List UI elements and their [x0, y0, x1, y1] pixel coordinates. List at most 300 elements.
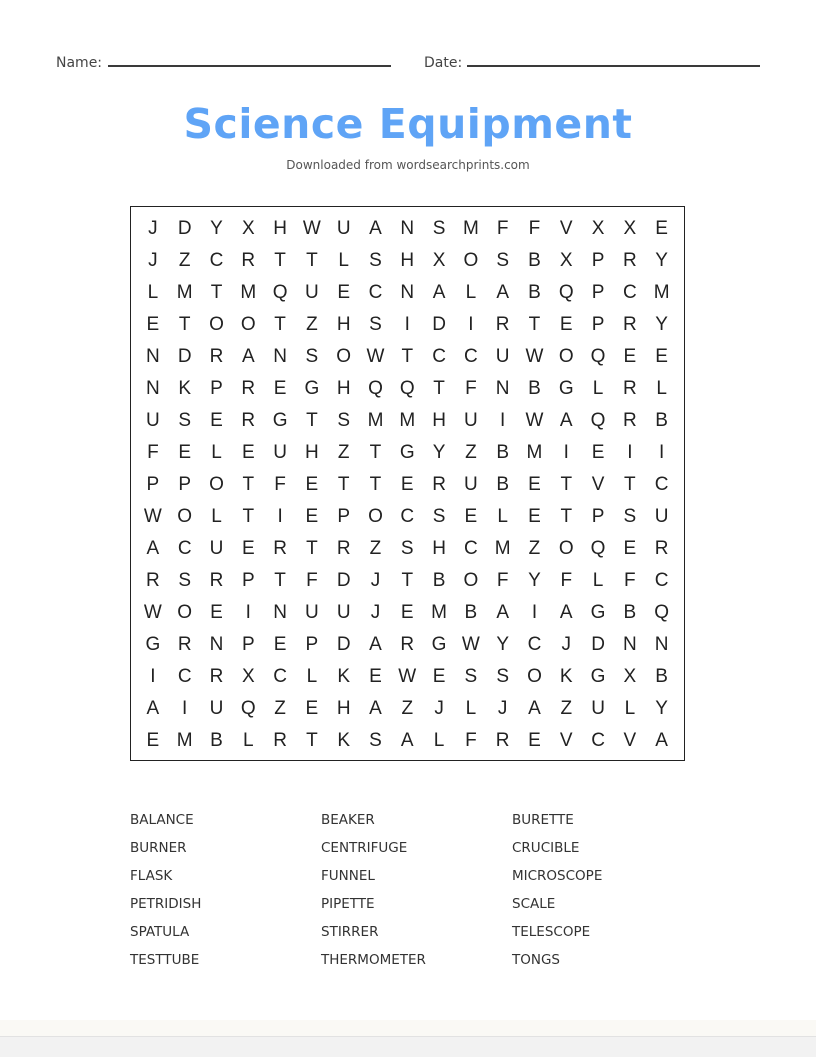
- word-list-item: FUNNEL: [321, 868, 375, 884]
- word-list: [130, 809, 690, 977]
- grid-cell[interactable]: M: [176, 282, 193, 303]
- grid-cell[interactable]: E: [400, 474, 414, 495]
- grid-cell[interactable]: C: [527, 634, 542, 655]
- grid-cell[interactable]: I: [182, 698, 188, 719]
- grid-cell[interactable]: B: [210, 730, 223, 751]
- grid-cell[interactable]: M: [462, 218, 479, 239]
- grid-cell[interactable]: R: [622, 378, 637, 399]
- grid-cell[interactable]: R: [209, 666, 224, 687]
- grid-cell[interactable]: S: [369, 314, 382, 335]
- grid-cell[interactable]: E: [528, 730, 541, 751]
- grid-cell[interactable]: E: [559, 314, 573, 335]
- grid-cell[interactable]: B: [528, 282, 541, 303]
- grid-cell[interactable]: E: [432, 666, 446, 687]
- grid-cell[interactable]: I: [563, 442, 569, 463]
- grid-cell[interactable]: I: [404, 314, 410, 335]
- grid-cell[interactable]: B: [623, 602, 637, 623]
- grid-cell[interactable]: N: [400, 282, 415, 303]
- grid-cell[interactable]: P: [591, 314, 605, 335]
- grid-cell[interactable]: R: [241, 378, 256, 399]
- grid-cell[interactable]: E: [178, 442, 192, 463]
- grid-cell[interactable]: O: [177, 506, 193, 527]
- grid-cell[interactable]: S: [337, 410, 351, 431]
- grid-cell[interactable]: I: [468, 314, 474, 335]
- grid-cell[interactable]: T: [306, 410, 318, 431]
- grid-cell[interactable]: G: [145, 634, 161, 655]
- grid-cell[interactable]: Z: [274, 698, 286, 719]
- grid-cell[interactable]: S: [369, 730, 382, 751]
- grid-cell[interactable]: T: [274, 250, 286, 271]
- grid-cell[interactable]: L: [497, 506, 508, 527]
- grid-cell[interactable]: N: [273, 346, 287, 367]
- grid-cell[interactable]: O: [336, 346, 352, 367]
- grid-cell[interactable]: U: [209, 538, 224, 559]
- grid-cell[interactable]: R: [622, 250, 637, 271]
- grid-cell[interactable]: A: [146, 538, 160, 559]
- grid-cell[interactable]: Q: [590, 346, 606, 367]
- grid-cell[interactable]: Q: [272, 282, 288, 303]
- grid-cell[interactable]: W: [525, 410, 544, 431]
- footer-bar: [0, 1036, 816, 1057]
- grid-cell[interactable]: M: [653, 282, 670, 303]
- grid-cell[interactable]: W: [525, 346, 544, 367]
- grid-cell[interactable]: Z: [560, 698, 573, 719]
- grid-cell[interactable]: E: [655, 346, 668, 367]
- grid-cell[interactable]: H: [432, 538, 446, 559]
- grid-cell[interactable]: B: [464, 602, 478, 623]
- grid-cell[interactable]: F: [496, 218, 509, 239]
- word-list-item: MICROSCOPE: [512, 868, 603, 884]
- grid-cell[interactable]: E: [241, 538, 255, 559]
- grid-cell[interactable]: A: [369, 634, 382, 655]
- grid-cell[interactable]: T: [178, 314, 191, 335]
- grid-cell[interactable]: C: [400, 506, 415, 527]
- grid-cell[interactable]: Y: [655, 250, 668, 271]
- grid-cell[interactable]: D: [177, 218, 192, 239]
- grid-cell[interactable]: U: [273, 442, 287, 463]
- grid-cell[interactable]: M: [526, 442, 543, 463]
- grid-cell[interactable]: H: [273, 218, 287, 239]
- grid-cell[interactable]: E: [146, 730, 160, 751]
- grid-cell[interactable]: J: [370, 570, 381, 591]
- grid-cell[interactable]: K: [178, 378, 192, 399]
- grid-cell[interactable]: D: [336, 570, 351, 591]
- grid-cell[interactable]: O: [463, 570, 479, 591]
- grid-cell[interactable]: E: [210, 410, 223, 431]
- grid-cell[interactable]: R: [209, 346, 224, 367]
- grid-cell[interactable]: G: [304, 378, 320, 399]
- grid-cell[interactable]: A: [496, 602, 509, 623]
- grid-cell[interactable]: T: [306, 538, 318, 559]
- grid-cell[interactable]: P: [241, 570, 255, 591]
- grid-cell[interactable]: O: [209, 474, 224, 495]
- grid-cell[interactable]: E: [528, 506, 541, 527]
- grid-cell[interactable]: V: [559, 218, 573, 239]
- grid-cell[interactable]: H: [432, 410, 446, 431]
- grid-cell[interactable]: J: [561, 634, 571, 655]
- grid-cell[interactable]: P: [591, 282, 605, 303]
- grid-cell[interactable]: I: [245, 602, 251, 623]
- grid-cell[interactable]: C: [432, 346, 446, 367]
- grid-cell[interactable]: S: [496, 666, 509, 687]
- grid-cell[interactable]: P: [146, 474, 160, 495]
- grid-cell[interactable]: J: [370, 602, 381, 623]
- grid-cell[interactable]: I: [500, 410, 506, 431]
- grid-cell[interactable]: V: [623, 730, 637, 751]
- grid-cell[interactable]: R: [241, 250, 256, 271]
- grid-cell[interactable]: P: [305, 634, 319, 655]
- grid-cell[interactable]: I: [627, 442, 633, 463]
- grid-cell[interactable]: I: [531, 602, 538, 623]
- grid-cell[interactable]: U: [146, 410, 160, 431]
- word-list-item: CRUCIBLE: [512, 840, 580, 856]
- grid-cell[interactable]: F: [560, 570, 573, 591]
- grid-cell[interactable]: S: [464, 666, 478, 687]
- grid-cell[interactable]: Y: [528, 570, 541, 591]
- grid-cell[interactable]: P: [241, 634, 255, 655]
- grid-cell[interactable]: Q: [654, 602, 670, 623]
- grid-cell[interactable]: Z: [178, 250, 191, 271]
- grid-cell[interactable]: L: [306, 666, 318, 687]
- grid-cell[interactable]: S: [432, 506, 446, 527]
- grid-cell[interactable]: J: [497, 698, 508, 719]
- grid-cell[interactable]: F: [274, 474, 286, 495]
- grid-cell[interactable]: X: [241, 666, 255, 687]
- grid-cell[interactable]: E: [305, 698, 319, 719]
- grid-cell[interactable]: S: [178, 570, 192, 591]
- grid-cell[interactable]: C: [654, 474, 669, 495]
- word-list-item: BEAKER: [321, 812, 375, 828]
- grid-cell[interactable]: T: [337, 474, 350, 495]
- grid-cell[interactable]: E: [464, 506, 478, 527]
- grid-cell[interactable]: L: [624, 698, 636, 719]
- grid-cell[interactable]: M: [431, 602, 447, 623]
- grid-cell[interactable]: U: [209, 698, 224, 719]
- grid-cell[interactable]: H: [336, 378, 351, 399]
- grid-cell[interactable]: O: [527, 666, 542, 687]
- grid-cell[interactable]: E: [210, 602, 223, 623]
- grid-cell[interactable]: B: [655, 410, 668, 431]
- grid-cell[interactable]: C: [209, 250, 224, 271]
- grid-cell[interactable]: B: [655, 666, 668, 687]
- grid-cell[interactable]: F: [528, 218, 541, 239]
- grid-cell[interactable]: E: [273, 634, 287, 655]
- grid-cell[interactable]: B: [496, 442, 509, 463]
- grid-cell[interactable]: L: [147, 282, 159, 303]
- grid-cell[interactable]: A: [146, 698, 160, 719]
- grid-cell[interactable]: P: [210, 378, 223, 399]
- grid-cell[interactable]: Z: [306, 314, 318, 335]
- grid-cell[interactable]: E: [591, 442, 605, 463]
- grid-cell[interactable]: U: [305, 602, 319, 623]
- grid-cell[interactable]: U: [464, 474, 478, 495]
- grid-cell[interactable]: U: [336, 602, 351, 623]
- grid-cell[interactable]: Q: [399, 378, 415, 399]
- grid-cell[interactable]: R: [177, 634, 192, 655]
- grid-cell[interactable]: M: [240, 282, 257, 303]
- grid-cell[interactable]: L: [592, 570, 604, 591]
- grid-cell[interactable]: F: [496, 570, 509, 591]
- grid-cell[interactable]: R: [654, 538, 669, 559]
- grid-cell[interactable]: W: [143, 602, 162, 623]
- grid-cell[interactable]: T: [242, 506, 255, 527]
- grid-cell[interactable]: F: [465, 730, 477, 751]
- grid-cell[interactable]: H: [336, 314, 351, 335]
- grid-cell[interactable]: R: [495, 314, 510, 335]
- grid-cell[interactable]: G: [590, 602, 606, 623]
- grid-cell[interactable]: T: [560, 506, 573, 527]
- word-list-item: SCALE: [512, 896, 556, 912]
- grid-cell[interactable]: E: [337, 282, 351, 303]
- grid-cell[interactable]: S: [496, 250, 509, 271]
- grid-cell[interactable]: T: [274, 570, 286, 591]
- grid-cell[interactable]: A: [496, 282, 509, 303]
- grid-cell[interactable]: S: [305, 346, 319, 367]
- grid-cell[interactable]: S: [623, 506, 637, 527]
- grid-cell[interactable]: L: [656, 378, 667, 399]
- grid-cell[interactable]: T: [369, 442, 382, 463]
- grid-cell[interactable]: R: [273, 538, 287, 559]
- grid-cell[interactable]: M: [176, 730, 193, 751]
- grid-cell[interactable]: D: [177, 346, 192, 367]
- name-field-line[interactable]: [108, 65, 391, 67]
- grid-cell[interactable]: G: [590, 666, 606, 687]
- grid-cell[interactable]: A: [400, 730, 414, 751]
- grid-cell[interactable]: A: [369, 698, 382, 719]
- grid-cell[interactable]: T: [401, 346, 414, 367]
- grid-cell[interactable]: E: [305, 474, 319, 495]
- grid-cell[interactable]: R: [146, 570, 160, 591]
- grid-cell[interactable]: A: [528, 698, 541, 719]
- grid-cell[interactable]: D: [336, 634, 351, 655]
- grid-cell[interactable]: E: [369, 666, 382, 687]
- grid-cell[interactable]: E: [623, 538, 637, 559]
- grid-cell[interactable]: O: [209, 314, 224, 335]
- grid-cell[interactable]: C: [273, 666, 287, 687]
- grid-cell[interactable]: M: [494, 538, 511, 559]
- grid-cell[interactable]: P: [337, 506, 351, 527]
- grid-cell[interactable]: A: [559, 410, 573, 431]
- date-field-line[interactable]: [467, 65, 760, 67]
- grid-cell[interactable]: X: [623, 666, 637, 687]
- grid-cell[interactable]: I: [277, 506, 283, 527]
- grid-cell[interactable]: O: [368, 506, 383, 527]
- grid-cell[interactable]: K: [337, 730, 351, 751]
- grid-cell[interactable]: Z: [465, 442, 477, 463]
- grid-cell[interactable]: S: [178, 410, 192, 431]
- grid-cell[interactable]: Z: [401, 698, 414, 719]
- grid-cell[interactable]: T: [528, 314, 541, 335]
- grid-cell[interactable]: L: [338, 250, 349, 271]
- grid-cell[interactable]: U: [336, 218, 351, 239]
- grid-cell[interactable]: Q: [558, 282, 574, 303]
- grid-cell[interactable]: X: [591, 218, 605, 239]
- grid-cell[interactable]: T: [242, 474, 255, 495]
- grid-cell[interactable]: O: [240, 314, 256, 335]
- grid-cell[interactable]: P: [591, 250, 605, 271]
- grid-cell[interactable]: Z: [369, 538, 382, 559]
- grid-cell[interactable]: A: [241, 346, 255, 367]
- grid-cell[interactable]: E: [655, 218, 668, 239]
- grid-cell[interactable]: L: [433, 730, 445, 751]
- grid-cell[interactable]: O: [558, 538, 574, 559]
- grid-cell[interactable]: S: [369, 250, 382, 271]
- grid-cell[interactable]: V: [559, 730, 573, 751]
- grid-cell[interactable]: U: [495, 346, 510, 367]
- grid-cell[interactable]: D: [591, 634, 605, 655]
- grid-cell[interactable]: W: [302, 218, 321, 239]
- grid-cell[interactable]: W: [461, 634, 480, 655]
- grid-cell[interactable]: A: [559, 602, 573, 623]
- grid-cell[interactable]: T: [433, 378, 445, 399]
- grid-cell[interactable]: K: [559, 666, 573, 687]
- grid-cell[interactable]: R: [622, 410, 637, 431]
- grid-cell[interactable]: K: [337, 666, 351, 687]
- grid-cell[interactable]: L: [211, 442, 222, 463]
- grid-cell[interactable]: A: [432, 282, 446, 303]
- grid-cell[interactable]: C: [368, 282, 383, 303]
- grid-cell[interactable]: N: [495, 378, 510, 399]
- grid-cell[interactable]: Z: [528, 538, 541, 559]
- grid-cell[interactable]: C: [177, 538, 192, 559]
- grid-cell[interactable]: T: [624, 474, 636, 495]
- grid-cell[interactable]: B: [496, 474, 509, 495]
- grid-cell[interactable]: S: [400, 538, 414, 559]
- grid-cell[interactable]: Z: [337, 442, 350, 463]
- grid-cell[interactable]: U: [464, 410, 478, 431]
- grid-cell[interactable]: R: [273, 730, 287, 751]
- grid-cell[interactable]: R: [432, 474, 446, 495]
- grid-cell[interactable]: F: [147, 442, 159, 463]
- grid-cell[interactable]: B: [528, 250, 541, 271]
- grid-cell[interactable]: H: [305, 442, 319, 463]
- grid-cell[interactable]: L: [465, 282, 477, 303]
- grid-cell[interactable]: C: [177, 666, 192, 687]
- grid-cell[interactable]: N: [146, 378, 160, 399]
- grid-cell[interactable]: E: [241, 442, 255, 463]
- grid-cell[interactable]: I: [659, 442, 665, 463]
- grid-cell[interactable]: R: [495, 730, 510, 751]
- grid-cell[interactable]: Y: [432, 442, 446, 463]
- grid-cell[interactable]: T: [369, 474, 382, 495]
- grid-cell[interactable]: G: [272, 410, 288, 431]
- grid-cell[interactable]: Y: [210, 218, 223, 239]
- grid-cell[interactable]: X: [559, 250, 573, 271]
- grid-cell[interactable]: O: [463, 250, 479, 271]
- grid-cell[interactable]: N: [622, 634, 637, 655]
- grid-cell[interactable]: G: [558, 378, 574, 399]
- footer-strip: [0, 1020, 816, 1036]
- grid-cell[interactable]: E: [528, 474, 541, 495]
- grid-cell[interactable]: X: [432, 250, 446, 271]
- grid-cell[interactable]: O: [177, 602, 193, 623]
- grid-cell[interactable]: N: [654, 634, 669, 655]
- grid-cell[interactable]: X: [241, 218, 255, 239]
- grid-cell[interactable]: U: [654, 506, 669, 527]
- grid-cell[interactable]: Q: [240, 698, 256, 719]
- grid-cell[interactable]: T: [274, 314, 286, 335]
- grid-cell[interactable]: Q: [368, 378, 383, 399]
- grid-cell[interactable]: T: [306, 730, 318, 751]
- grid-cell[interactable]: N: [273, 602, 287, 623]
- grid-cell[interactable]: C: [591, 730, 605, 751]
- grid-cell[interactable]: H: [400, 250, 415, 271]
- grid-cell[interactable]: Y: [655, 314, 668, 335]
- grid-cell[interactable]: M: [367, 410, 384, 431]
- grid-cell[interactable]: G: [431, 634, 447, 655]
- grid-cell[interactable]: T: [210, 282, 223, 303]
- grid-cell[interactable]: E: [305, 506, 319, 527]
- grid-cell[interactable]: N: [209, 634, 224, 655]
- grid-cell[interactable]: M: [399, 410, 416, 431]
- grid-cell[interactable]: W: [398, 666, 417, 687]
- grid-cell[interactable]: Q: [590, 538, 606, 559]
- grid-cell[interactable]: T: [306, 250, 318, 271]
- grid-cell[interactable]: P: [178, 474, 192, 495]
- grid-cell[interactable]: R: [209, 570, 224, 591]
- grid-cell[interactable]: L: [243, 730, 254, 751]
- grid-cell[interactable]: A: [655, 730, 668, 751]
- grid-cell[interactable]: Y: [496, 634, 509, 655]
- grid-cell[interactable]: B: [432, 570, 446, 591]
- grid-cell[interactable]: U: [305, 282, 319, 303]
- grid-cell[interactable]: J: [434, 698, 444, 719]
- grid-cell[interactable]: E: [273, 378, 287, 399]
- grid-cell[interactable]: J: [148, 250, 158, 271]
- grid-cell[interactable]: L: [592, 378, 604, 399]
- grid-cell[interactable]: C: [654, 570, 669, 591]
- grid-cell[interactable]: N: [400, 218, 415, 239]
- grid-cell[interactable]: W: [366, 346, 385, 367]
- grid-cell[interactable]: E: [623, 346, 637, 367]
- grid-cell[interactable]: V: [591, 474, 605, 495]
- grid-cell[interactable]: A: [369, 218, 382, 239]
- grid-cell[interactable]: P: [591, 506, 605, 527]
- word-list-item: TONGS: [512, 952, 561, 968]
- grid-cell[interactable]: F: [465, 378, 477, 399]
- grid-cell[interactable]: C: [464, 346, 478, 367]
- grid-cell[interactable]: O: [558, 346, 574, 367]
- grid-cell[interactable]: R: [336, 538, 351, 559]
- grid-cell[interactable]: F: [624, 570, 636, 591]
- grid-cell[interactable]: I: [150, 666, 156, 687]
- grid-cell[interactable]: E: [400, 602, 414, 623]
- grid-cell[interactable]: R: [400, 634, 415, 655]
- grid-cell[interactable]: H: [336, 698, 351, 719]
- grid-cell[interactable]: G: [399, 442, 415, 463]
- grid-cell[interactable]: B: [528, 378, 541, 399]
- grid-cell[interactable]: T: [401, 570, 414, 591]
- grid-cell[interactable]: D: [432, 314, 446, 335]
- grid-cell[interactable]: C: [464, 538, 478, 559]
- grid-cell[interactable]: S: [432, 218, 446, 239]
- grid-cell[interactable]: W: [143, 506, 162, 527]
- grid-cell[interactable]: J: [148, 218, 158, 239]
- grid-cell[interactable]: L: [465, 698, 477, 719]
- grid-cell[interactable]: N: [146, 346, 160, 367]
- grid-cell[interactable]: R: [622, 314, 637, 335]
- grid-cell[interactable]: F: [306, 570, 318, 591]
- grid-cell[interactable]: R: [241, 410, 256, 431]
- grid-cell[interactable]: E: [146, 314, 160, 335]
- grid-cell[interactable]: X: [623, 218, 637, 239]
- grid-cell[interactable]: T: [560, 474, 573, 495]
- grid-cell[interactable]: C: [622, 282, 637, 303]
- grid-cell[interactable]: U: [591, 698, 605, 719]
- grid-cell[interactable]: L: [211, 506, 222, 527]
- grid-cell[interactable]: Q: [590, 410, 606, 431]
- grid-cell[interactable]: Y: [655, 698, 668, 719]
